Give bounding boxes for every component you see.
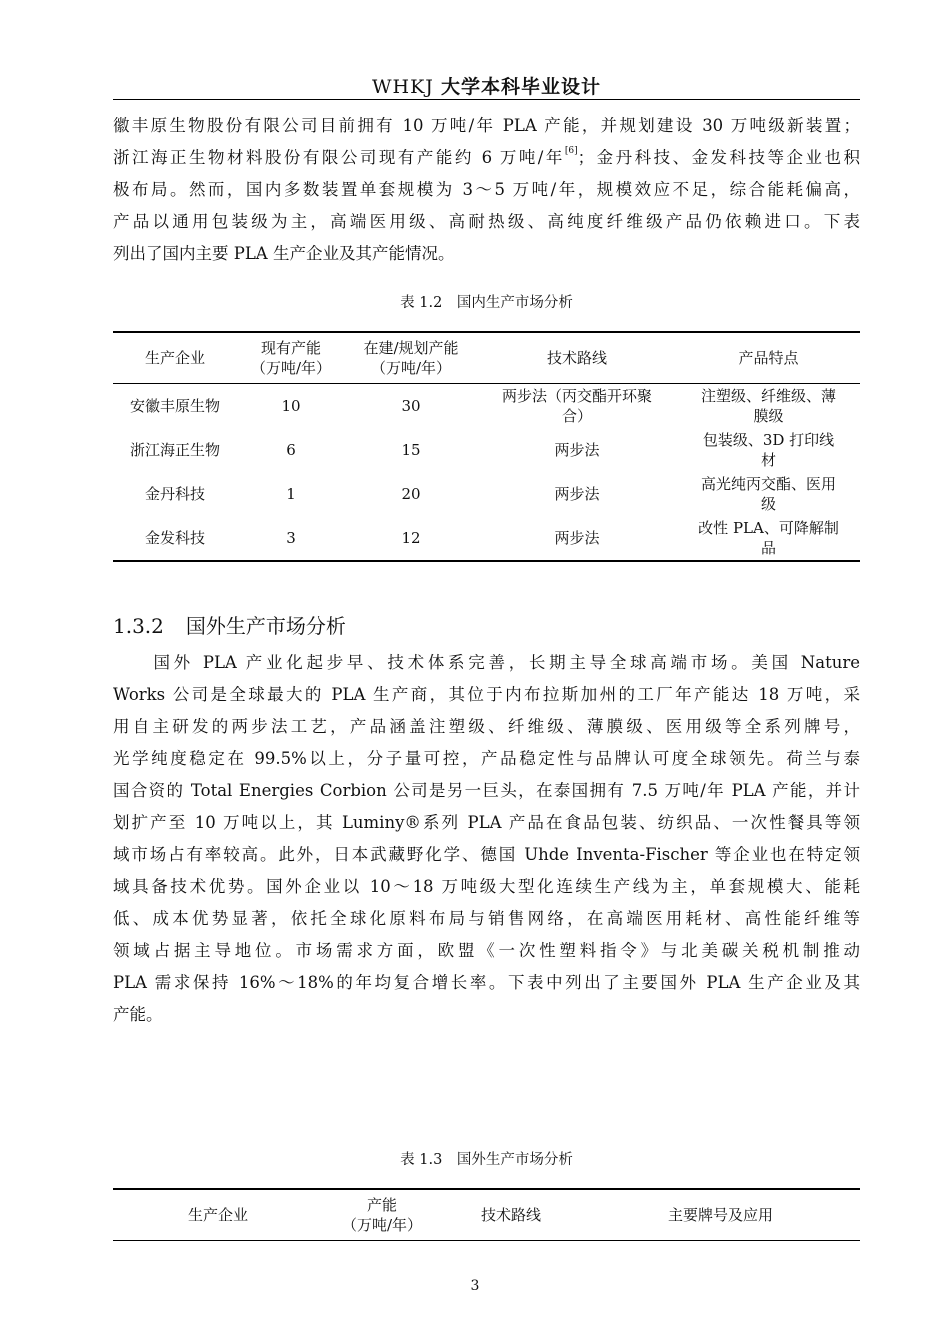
column-header: 产能 （万吨/年） [323,1189,441,1241]
text-line: PLA 需求保持 16%～18%的年均复合增长率。下表中列出了主要国外 PLA 生产企业及其 [113,973,860,992]
text-line: 列出了国内主要 PLA 生产企业及其产能情况。 [113,244,455,263]
cell-feature: 改性 PLA、可降解制 品 [677,516,860,561]
text-line: Works 公司是全球最大的 PLA 生产商，其位于内布拉斯加州的工厂年产能达 18 万吨，采 [113,685,860,704]
cell-route: 两步法 [477,516,677,561]
header-latin: WHKJ [372,76,441,98]
cell-planned: 15 [401,441,421,459]
cell-feature: 注塑级、纤维级、薄 膜级 [700,387,836,425]
table-row [113,384,860,429]
table-row [113,516,860,561]
column-header: 产品特点 [677,332,860,384]
text-line: 域具备技术优势。国外企业以 10～18 万吨级大型化连续生产线为主，单套规模大、能耗 [113,877,860,896]
cell-route: 两步法 [554,485,600,503]
cell-company: 金发科技 [113,516,237,561]
text-line: 划扩产至 10 万吨以上，其 Luminy®系列 PLA 产品在食品包装、纺织品、一次性餐具等领 [113,813,860,832]
text-line: 领域占据主导地位。市场需求方面，欧盟《一次性塑料指令》与北美碳关税机制推动 [113,941,860,960]
page-header [113,72,860,99]
text-line: 极布局。然而，国内多数装置单套规模为 3～5 万吨/年，规模效应不足，综合能耗偏高， [113,180,860,199]
header-title: 大学本科毕业设计 [440,76,601,98]
text-segment: ；金丹科技、金发科技等企业也积 [577,148,860,167]
citation-ref: [6] [564,146,578,156]
column-header: 生产企业 [113,332,237,384]
text-line: 产品以通用包装级为主，高端医用级、高耐热级、高纯度纤维级产品仍依赖进口。下表 [113,212,860,231]
paragraph-domestic [113,110,860,270]
page-number: 3 [470,1278,480,1294]
text-line: 光学纯度稳定在 99.5%以上，分子量可控，产品稳定性与品牌认可度全球领先。荷兰与泰 [113,749,860,768]
cell-feature: 包装级、3D 打印线 材 [702,431,835,469]
table-caption: 表 1.2 国内生产市场分析 [400,295,573,311]
table-header-row [113,1189,860,1241]
cell-route: 两步法 [554,441,600,459]
table-row [113,472,860,516]
column-header: 现有产能 （万吨/年） [237,332,345,384]
cell-current: 3 [237,516,345,561]
cell-planned: 20 [401,485,421,503]
cell-current: 1 [286,485,296,503]
cell-current: 6 [286,441,296,459]
section-title: 国外生产市场分析 [185,614,346,638]
cell-company: 浙江海正生物 [129,441,220,459]
cell-company: 安徽丰原生物 [129,397,220,415]
table-caption: 表 1.3 国外生产市场分析 [400,1152,573,1168]
header-rule [113,99,860,100]
cell-planned: 12 [345,516,477,561]
column-header: 生产企业 [113,1189,323,1241]
text-line: 国合资的 Total Energies Corbion 公司是另一巨头，在泰国拥有 7.5 万吨/年 PLA 产能，并计 [113,781,860,800]
text-line: 低、成本优势显著，依托全球化原料布局与销售网络，在高端医用耗材、高性能纤维等 [113,909,860,928]
text-line [113,142,860,174]
paragraph-foreign [113,647,860,1031]
text-line: 产能。 [113,1005,163,1024]
table-row [113,428,860,472]
cell-feature: 高光纯丙交酯、医用 级 [700,475,836,513]
column-header: 主要牌号及应用 [581,1189,860,1241]
cell-current: 10 [281,397,301,415]
cell-route: 两步法（丙交酯开环聚 合） [501,387,652,425]
section-number: 1.3.2 [113,614,164,638]
text-segment: 浙江海正生物材料股份有限公司现有产能约 6 万吨/年 [113,148,565,167]
text-line: 用自主研发的两步法工艺，产品涵盖注塑级、纤维级、薄膜级、医用级等全系列牌号， [113,717,860,736]
cell-planned: 30 [401,397,421,415]
domestic-market-table [113,331,860,562]
text-line: 域市场占有率较高。此外，日本武藏野化学、德国 Uhde Inventa-Fischer 等企业也在特定领 [113,845,860,864]
text-line: 国外 PLA 产业化起步早、技术体系完善，长期主导全球高端市场。美国 Nature [113,653,860,672]
column-header: 技术路线 [441,1189,581,1241]
cell-company: 金丹科技 [144,485,205,503]
column-header: 在建/规划产能 （万吨/年） [345,332,477,384]
column-header: 技术路线 [477,332,677,384]
text-line: 徽丰原生物股份有限公司目前拥有 10 万吨/年 PLA 产能，并规划建设 30 万吨级新装置； [113,116,860,135]
section-heading [113,610,346,639]
table-header-row [113,332,860,384]
foreign-market-table [113,1188,860,1241]
